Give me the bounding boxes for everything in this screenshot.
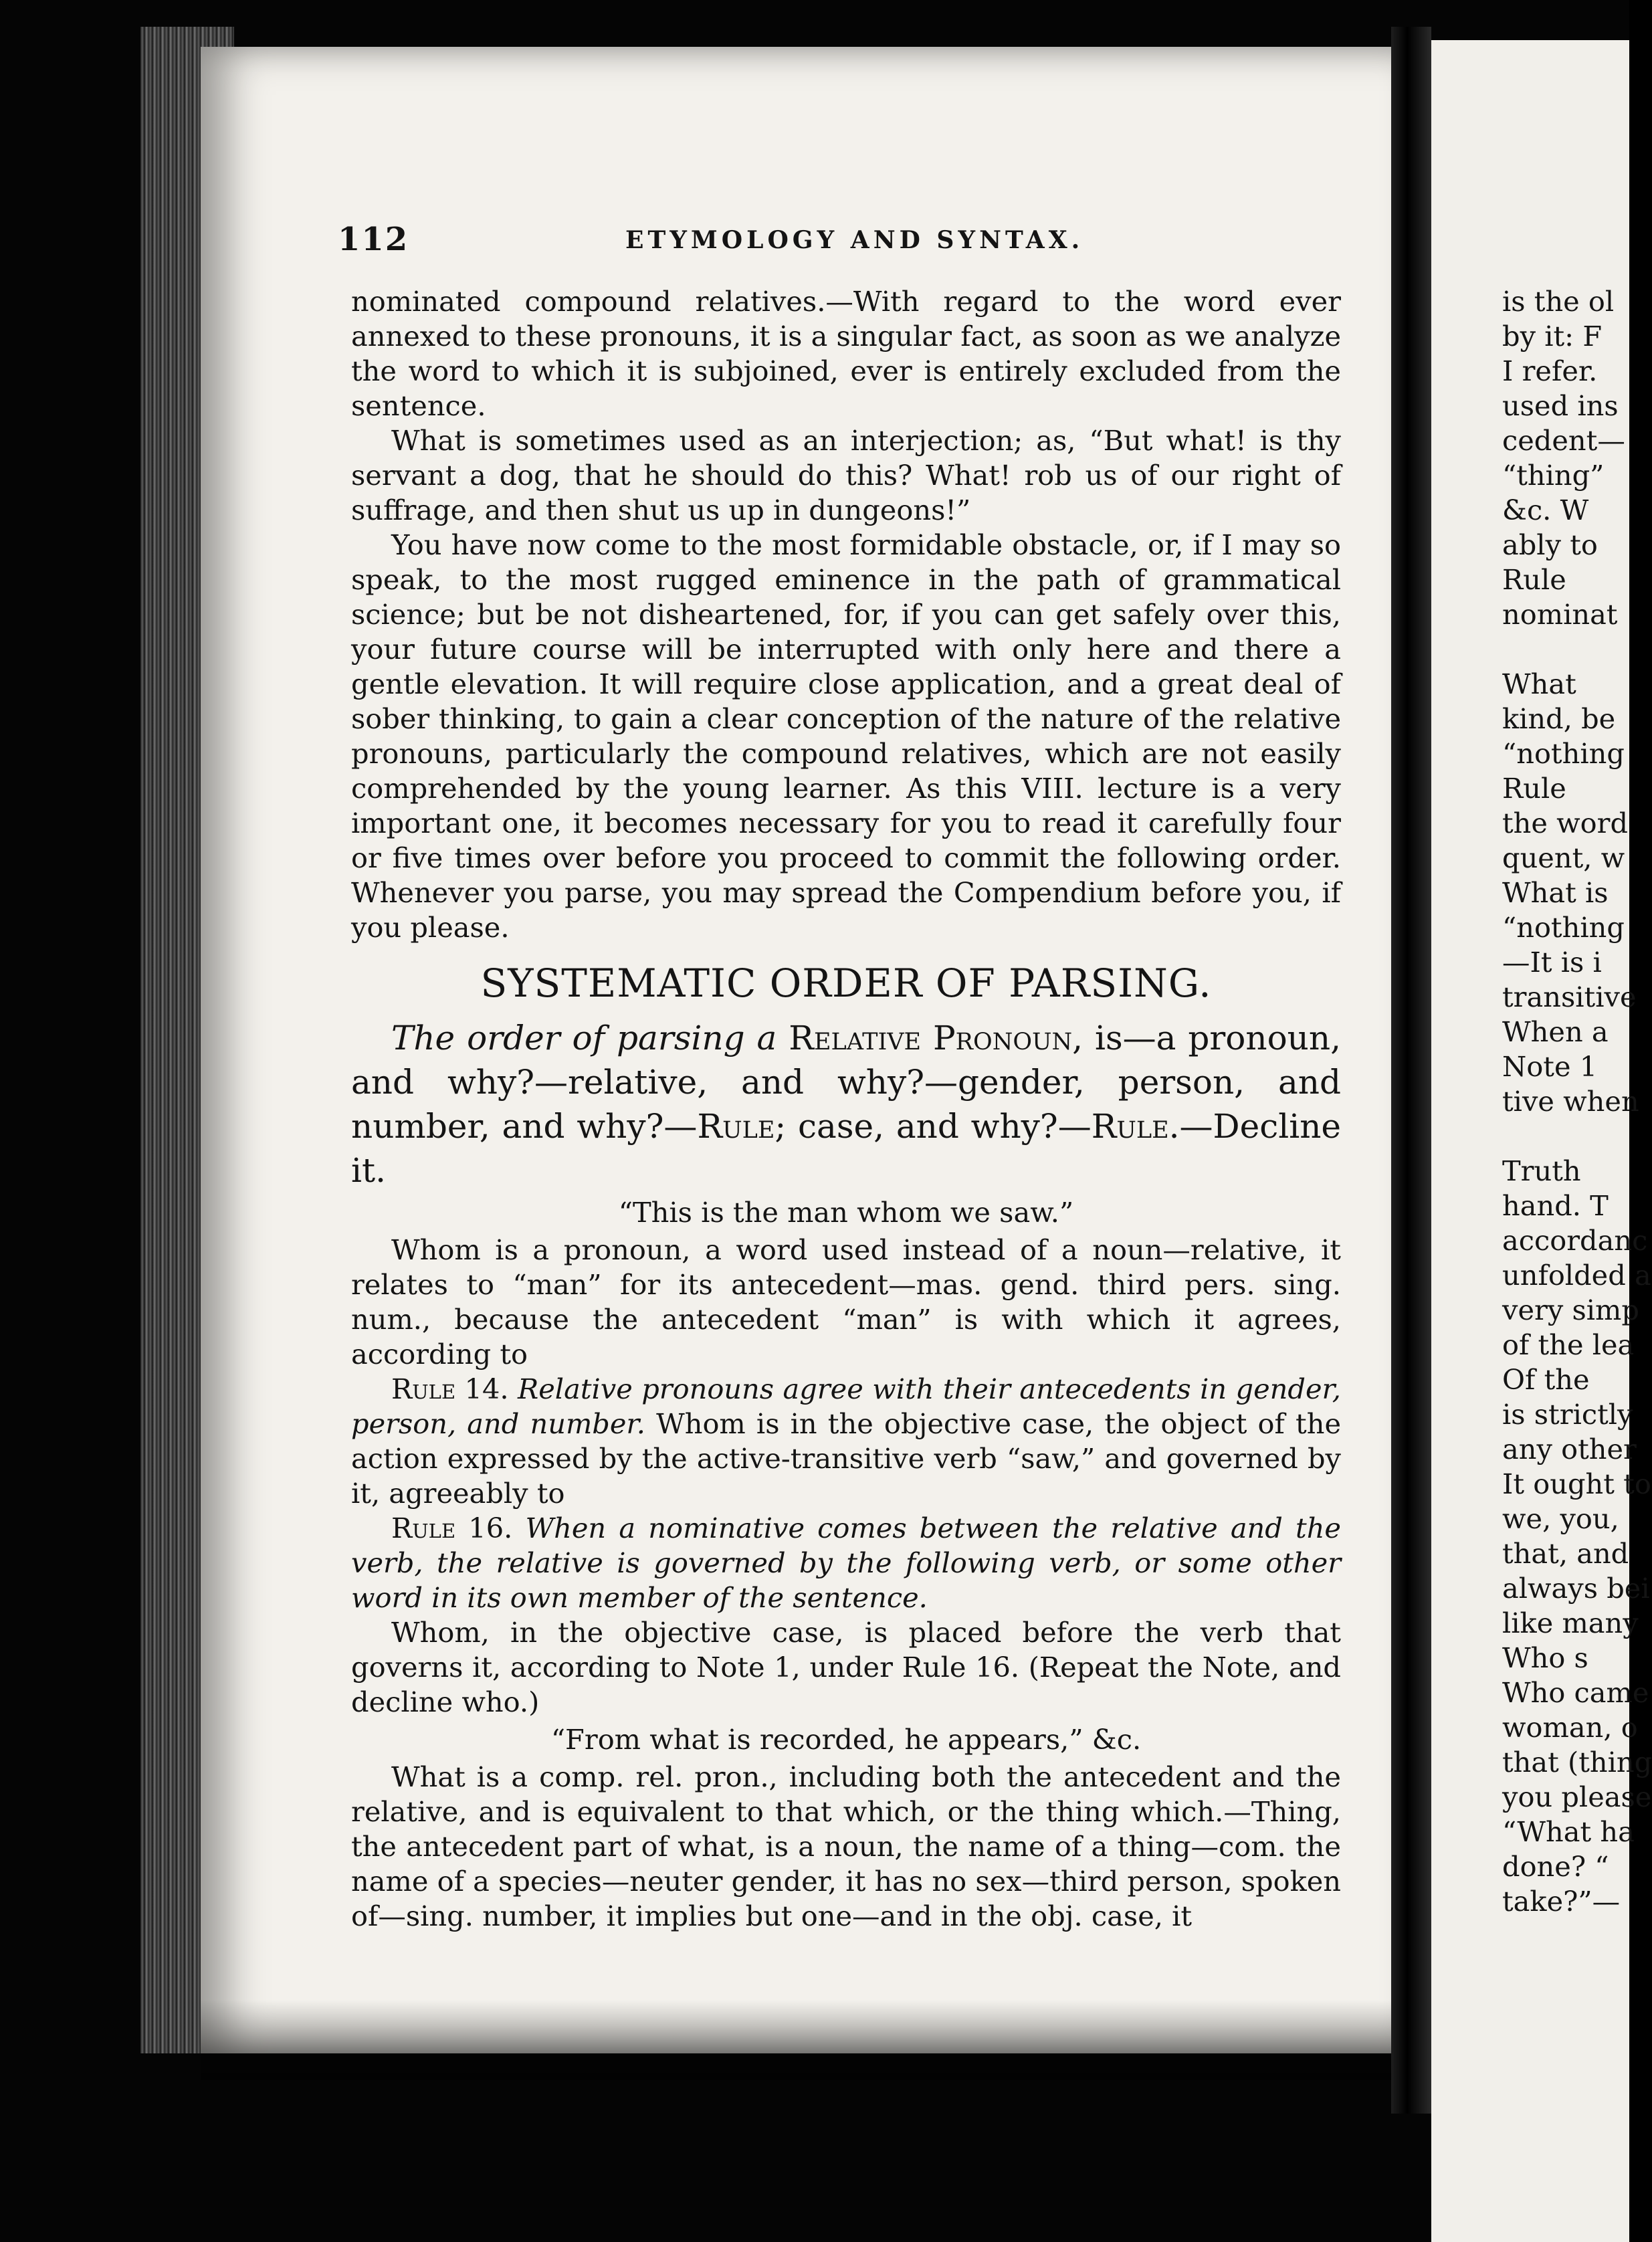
fragment-line: of the lea xyxy=(1502,1328,1635,1361)
fragment-line: like many xyxy=(1502,1607,1639,1639)
order-end: .—Decline it. xyxy=(351,1107,1342,1190)
rule-16-text: When a nominative comes between the relative and the verb, the relative is governed by the following verb, or some other word in its own member of the sentence. xyxy=(351,1512,1341,1614)
page-shadow xyxy=(201,2000,1418,2080)
order-rest: , is—a pronoun, and why?—relative, and why?—gender, person, and number, and why?— xyxy=(351,1019,1341,1146)
rule-16-paragraph xyxy=(351,1511,1341,1615)
book-gutter xyxy=(1391,27,1431,2114)
fragment-line: we, you, xyxy=(1502,1502,1619,1535)
fragment-line: any other xyxy=(1502,1433,1637,1465)
fragment-line: cedent— xyxy=(1502,424,1625,457)
fragment-line: very simp xyxy=(1502,1294,1639,1326)
fragment-line: Rule xyxy=(1502,563,1566,596)
parse-paragraph-1: Whom is a pronoun, a word used instead of a noun—relative, it relates to “man” for its antecedent—mas. gend. third pers. sing. num., because the antecedent “man” is with which it agrees, according to xyxy=(351,1233,1341,1370)
fragment-line: &c. W xyxy=(1502,494,1589,526)
rule-14-paragraph xyxy=(351,1372,1341,1511)
example-sentence-2: “From what is recorded, he appears,” &c. xyxy=(550,1723,1142,1756)
section-heading: SYSTEMATIC ORDER OF PARSING. xyxy=(480,960,1212,1006)
fragment-line: is the ol xyxy=(1502,285,1615,318)
fragment-line: kind, be xyxy=(1502,702,1616,735)
fragment-line: —It is i xyxy=(1502,946,1602,979)
fragment-line xyxy=(1502,1119,1629,1154)
fragment-line: by it: F xyxy=(1502,320,1603,352)
fragment-line: used ins xyxy=(1502,389,1619,422)
rule-16-label: Rule 16. xyxy=(391,1512,513,1544)
fragment-line: woman, o xyxy=(1502,1711,1638,1744)
paragraph-3: You have now come to the most formidable obstacle, or, if I may so speak, to the most rugged eminence in the path of grammatical science; but be not disheartened, for, if you can get safely over this, your future course will be interrupted with only here and there a gentle elevation. It will require close application, and a great deal of sober thinking, to gain a clear conception of the nature of the relative pronouns, particularly the compound relatives, which are not easily comprehended by the young learner. As this VIII. lecture is a very important one, it becomes necessary for you to read it carefully four or five times over before you proceed to commit the following order. Whenever you parse, you may spread the Compendium before you, if you please. xyxy=(351,528,1341,944)
page-number: 112 xyxy=(338,221,409,258)
rule-14-label: Rule 14. xyxy=(391,1372,509,1405)
fragment-line: “nothing xyxy=(1502,737,1625,770)
fragment-line: Truth xyxy=(1502,1154,1581,1187)
order-mid: ; case, and why?— xyxy=(775,1107,1092,1146)
fragment-line: I refer. xyxy=(1502,354,1598,387)
fragment-line: quent, w xyxy=(1502,841,1625,874)
fragment-line: “nothing xyxy=(1502,911,1625,944)
rule-14-after: Whom is in the objective case, the object of the action expressed by the active-transitive verb “saw,” and governed by it, agreeably to xyxy=(351,1407,1341,1510)
fragment-line: What is xyxy=(1502,876,1609,909)
fragment-line: that (thing xyxy=(1502,1746,1652,1778)
fragment-line: the word xyxy=(1502,807,1629,839)
fragment-line: Of the xyxy=(1502,1363,1590,1396)
fragment-line: hand. T xyxy=(1502,1189,1609,1222)
fragment-line xyxy=(1502,632,1629,667)
page-body xyxy=(351,284,1341,1934)
fragment-line: When a xyxy=(1502,1015,1609,1048)
order-rule-2: Rule xyxy=(1091,1107,1169,1146)
rule-14-text: Relative pronouns agree with their antecedents in gender, person, and number. xyxy=(351,1372,1341,1440)
parse-paragraph-3: What is a comp. rel. pron., including both the antecedent and the relative, and is equivalent to that which, or the thing which.—Thing, the antecedent part of what, is a noun, the name of a thing—com. the name of a species—neuter gender, it has no sex—third person, spoken of—sing. number, it implies but one—and in the obj. case, it xyxy=(351,1760,1341,1932)
fragment-line: transitive xyxy=(1502,981,1637,1013)
fragment-line: Note 1 xyxy=(1502,1050,1598,1083)
fragment-line: Who came xyxy=(1502,1676,1649,1709)
example-sentence-1: “This is the man whom we saw.” xyxy=(618,1196,1074,1229)
parsing-order xyxy=(351,1016,1341,1193)
parse-paragraph-2: Whom, in the objective case, is placed before the verb that governs it, according to Note 1, under Rule 16. (Repeat the Note, and decline who.) xyxy=(351,1616,1341,1718)
fragment-line: that, and xyxy=(1502,1537,1629,1570)
fragment-line: What xyxy=(1502,668,1576,700)
fragment-line: always bei xyxy=(1502,1572,1650,1605)
fragment-line: “What ha xyxy=(1502,1815,1635,1848)
order-term: Relative Pronoun xyxy=(789,1019,1073,1057)
next-page-fragments xyxy=(1502,284,1652,1919)
fragment-line: Rule xyxy=(1502,772,1566,805)
fragment-line: nominat xyxy=(1502,598,1618,631)
paragraph-1: nominated compound relatives.—With regard to the word ever annexed to these pronouns, it is a singular fact, as soon as we analyze the word to which it is subjoined, ever is entirely excluded from the sentence. xyxy=(351,285,1341,422)
fragment-line: Who s xyxy=(1502,1641,1588,1674)
fragment-line: ably to xyxy=(1502,528,1598,561)
fragment-line: you please xyxy=(1502,1780,1652,1813)
running-title: ETYMOLOGY AND SYNTAX. xyxy=(625,226,1084,254)
order-rule-1: Rule xyxy=(697,1107,775,1146)
fragment-line: It ought to xyxy=(1502,1467,1651,1500)
fragment-line: is strictly xyxy=(1502,1398,1633,1431)
fragment-line: unfolded a xyxy=(1502,1259,1651,1292)
fragment-line: “thing” xyxy=(1502,459,1605,492)
fragment-line: done? “ xyxy=(1502,1850,1609,1883)
running-head xyxy=(338,221,1348,268)
fragment-line: tive when xyxy=(1502,1085,1639,1118)
paragraph-2: What is sometimes used as an interjection; as, “But what! is thy servant a dog, that he should do this? What! rob us of our right of suffrage, and then shut us up in dungeons!” xyxy=(351,424,1341,526)
fragment-line: accordanc xyxy=(1502,1224,1648,1257)
fragment-line: take?”— xyxy=(1502,1885,1621,1918)
order-lead: The order of parsing a xyxy=(391,1019,777,1057)
